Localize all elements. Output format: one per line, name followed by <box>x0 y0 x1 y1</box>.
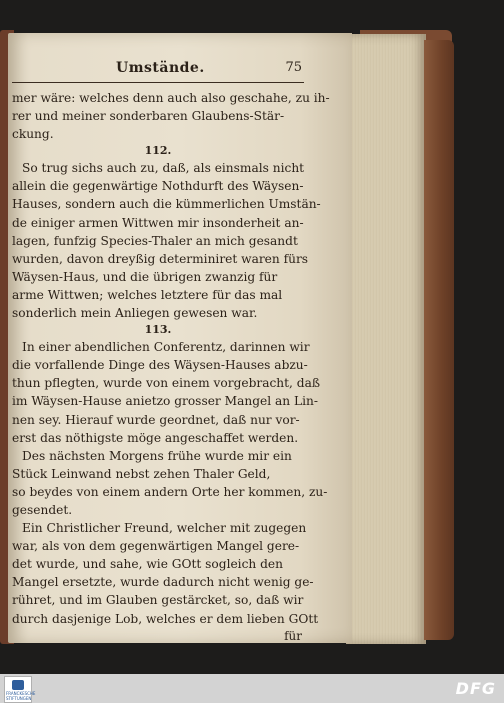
text-line: Mangel ersetzte, wurde dadurch nicht wenig ge- <box>12 575 314 590</box>
text-line: In einer abendlichen Conferentz, darinnen wir <box>22 340 310 355</box>
text-line: im Wäysen-Hause anietzo grosser Mangel an Lin- <box>12 394 318 409</box>
text-line: sonderlich mein Anliegen gewesen war. <box>12 306 258 321</box>
section-number: 112. <box>144 144 172 158</box>
page-number: 75 <box>285 60 302 75</box>
catchword: für <box>284 628 302 643</box>
text-line: war, als von dem gegenwärtigen Mangel gere- <box>12 539 300 554</box>
text-line: rühret, und im Glauben gestärcket, so, daß wir <box>12 593 304 608</box>
page-text <box>12 60 330 644</box>
text-line: arme Wittwen; welches letztere für das mal <box>12 287 283 302</box>
text-line: allein die gegenwärtige Nothdurft des Wäysen- <box>12 179 304 194</box>
text-line: Des nächsten Morgens frühe wurde mir ein <box>22 448 292 463</box>
text-line: de einiger armen Wittwen mir insonderheit an- <box>12 215 304 230</box>
text-line: durch dasjenige Lob, welches er dem lieben GOtt <box>12 611 319 626</box>
text-line: so beydes von einem andern Orte her kommen, zu- <box>12 484 328 499</box>
text-body <box>12 89 330 628</box>
logo-caption: FRANCKESCHE STIFTUNGEN <box>6 691 36 701</box>
text-line: Ein Christlicher Freund, welcher mit zugegen <box>22 521 307 536</box>
text-line: ckung. <box>12 127 54 142</box>
text-line: erst das nöthigste möge angeschaffet werden. <box>12 430 299 445</box>
section-number: 113. <box>144 323 172 337</box>
text-line: lagen, funfzig Species-Thaler an mich gesandt <box>12 233 298 248</box>
text-line: Wäysen-Haus, und die übrigen zwanzig für <box>12 269 278 284</box>
text-line: die vorfallende Dinge des Wäysen-Hauses abzu- <box>12 358 308 373</box>
dfg-logo[interactable]: DFG <box>455 679 496 698</box>
text-line: Hauses, sondern auch die kümmerlichen Umstän- <box>12 197 321 212</box>
page-edges <box>346 34 426 644</box>
text-line: mer wäre: welches denn auch also geschahe, zu ih- <box>12 91 330 105</box>
text-line: Stück Leinwand nebst zehen Thaler Geld, <box>12 466 271 481</box>
text-line: thun pflegten, wurde von einem vorgebracht, daß <box>12 376 321 391</box>
text-line: rer und meiner sonderbaren Glaubens-Stär- <box>12 109 285 124</box>
text-line: wurden, davon dreyßig determiniret waren fürs <box>12 251 309 266</box>
text-line: det wurde, und sahe, wie GOtt sogleich den <box>12 557 283 572</box>
text-line: nen sey. Hierauf wurde geordnet, daß nur vor- <box>12 412 300 427</box>
emblem-icon <box>12 680 24 690</box>
running-header <box>12 60 304 83</box>
franckesche-stiftungen-logo[interactable] <box>4 676 36 703</box>
running-title: Umstände. <box>116 60 205 76</box>
book-cover-right <box>424 40 454 640</box>
text-line: So trug sichs auch zu, daß, als einsmals nicht <box>22 161 305 176</box>
viewer-footer <box>0 674 504 703</box>
text-line: gesendet. <box>12 502 73 517</box>
